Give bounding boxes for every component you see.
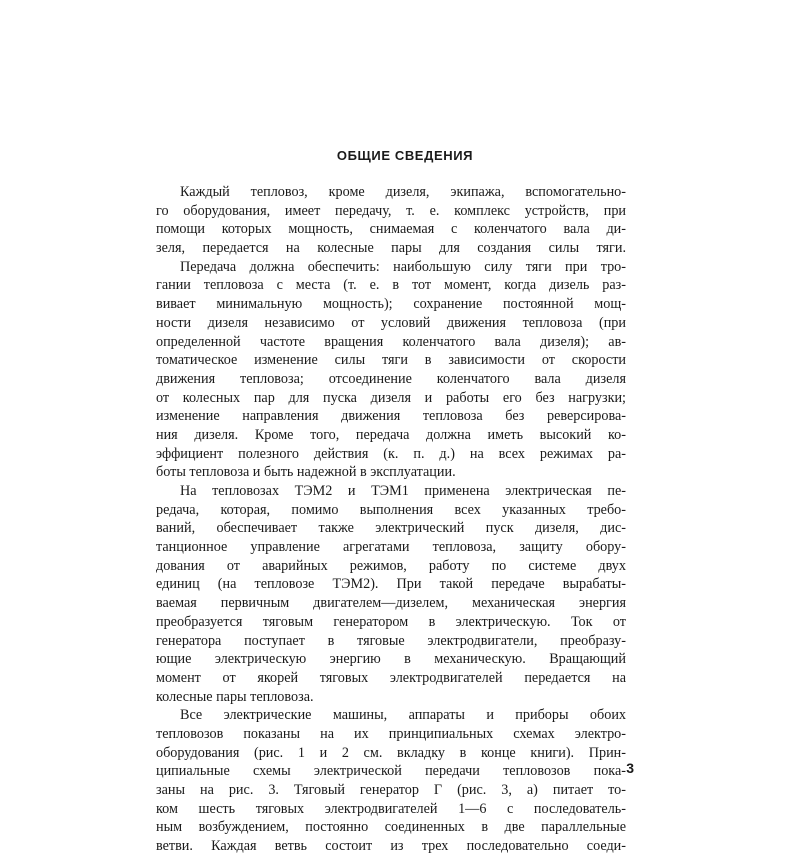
text-line: редача, которая, помимо выполнения всех указанных требо- xyxy=(156,501,626,518)
text-line: Каждый тепловоз, кроме дизеля, экипажа, вспомогательно- xyxy=(180,184,626,200)
text-line: изменение направления движения тепловоза без реверсирова- xyxy=(156,408,626,425)
text-line: Передача должна обеспечить: наибольшую силу тяги при тро- xyxy=(180,258,626,275)
text-line: ваемая первичным двигателем—дизелем, механическая энергия xyxy=(156,595,626,612)
text-line: заны на рис. 3. Тяговый генератор Г (рис. 3, а) питает то- xyxy=(156,782,626,798)
text-line: ципиальные схемы электрической передачи тепловозов пока- xyxy=(156,763,626,780)
text-line: томатическое изменение силы тяги в зависимости от скорости xyxy=(156,352,626,369)
text-line: вивает минимальную мощность); сохранение постоянной мощ- xyxy=(156,296,626,313)
text-line: момент от якорей тяговых электродвигателей передается на xyxy=(156,669,626,686)
text-line: определенной частоте вращения коленчатого вала дизеля); ав- xyxy=(156,333,626,350)
text-line: танционное управление агрегатами тепловоза, защиту обору- xyxy=(156,539,626,556)
text-line: оборудования (рис. 1 и 2 см. вкладку в конце книги). Прин- xyxy=(156,744,626,761)
text-line: ющие электрическую энергию в механическую. Вращающий xyxy=(156,651,626,668)
section-heading: ОБЩИЕ СВЕДЕНИЯ xyxy=(336,148,474,163)
text-line: гании тепловоза с места (т. е. в тот момент, когда дизель раз- xyxy=(156,277,626,294)
text-line: от колесных пар для пуска дизеля и работы его без нагрузки; xyxy=(156,389,626,406)
text-line: ния дизеля. Кроме того, передача должна иметь высокий ко- xyxy=(156,426,626,443)
text-line: ветви. Каждая ветвь состоит из трех последовательно соеди- xyxy=(156,838,626,855)
text-line: дования от аварийных режимов, работу по системе двух xyxy=(156,557,626,574)
text-line: преобразуется тяговым генератором в электрическую. Ток от xyxy=(156,613,626,630)
text-line: генератора поступает в тяговые электродвигатели, преобразу- xyxy=(156,632,626,649)
text-line: го оборудования, имеет передачу, т. е. комплекс устройств, при xyxy=(156,202,626,219)
text-line: Все электрические машины, аппараты и приборы обоих xyxy=(180,707,626,724)
body-text xyxy=(156,183,626,856)
text-line: боты тепловоза и быть надежной в эксплуатации. xyxy=(156,464,456,481)
text-line: ваний, обеспечивает также электрический пуск дизеля, дис- xyxy=(156,520,626,537)
text-line: ности дизеля независимо от условий движения тепловоза (при xyxy=(156,314,626,331)
text-line: помощи которых мощность, снимаемая с коленчатого вала ди- xyxy=(156,221,626,238)
text-line: эффициент полезного действия (к. п. д.) на всех режимах ра- xyxy=(156,445,626,462)
text-line: ным возбуждением, постоянно соединенных в две параллельные xyxy=(156,819,626,836)
page-number: 3 xyxy=(626,760,634,776)
text-line: На тепловозах ТЭМ2 и ТЭМ1 применена электрическая пе- xyxy=(180,483,626,499)
text-line: колесные пары тепловоза. xyxy=(156,688,314,705)
text-line: движения тепловоза; отсоединение коленчатого вала дизеля xyxy=(156,370,626,387)
text-line: тепловозов показаны на их принципиальных схемах электро- xyxy=(156,725,626,742)
text-line: ком шесть тяговых электродвигателей 1—6 с последователь- xyxy=(156,800,626,817)
text-line: зеля, передается на колесные пары для создания силы тяги. xyxy=(156,240,626,257)
text-line: единиц (на тепловозе ТЭМ2). При такой передаче вырабаты- xyxy=(156,576,626,593)
